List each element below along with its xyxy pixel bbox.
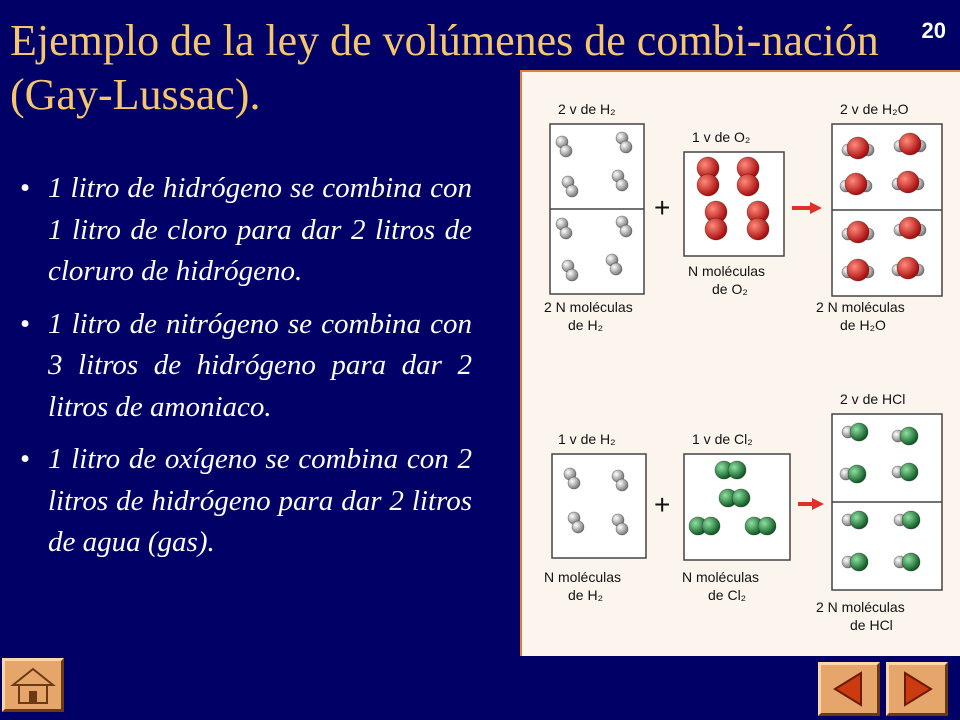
bottom-h2-count-of: de H₂ — [568, 587, 604, 603]
bottom-cl2-volume-label: 1 v de Cl₂ — [692, 431, 753, 447]
atom — [899, 217, 921, 239]
atom — [616, 479, 628, 491]
bullet-item: • 1 litro de hidrógeno se combina con 1 litro de cloro para dar 2 litros de cloruro de hidrógeno. — [20, 168, 472, 293]
triangle-left-icon — [821, 665, 877, 713]
top-h2-volume-label: 2 v de H₂ — [558, 101, 616, 117]
bottom-hcl-volume-label: 2 v de HCl — [840, 391, 906, 407]
atom — [847, 259, 869, 281]
bottom-cl2-count-of: de Cl₂ — [708, 587, 747, 603]
atom — [616, 523, 628, 535]
atom — [610, 263, 622, 275]
gas-volumes-figure — [520, 70, 960, 656]
bottom-h2-count-label: N moléculas — [544, 569, 622, 585]
top-arrow — [792, 202, 822, 214]
bottom-h2-volume-label: 1 v de H₂ — [558, 431, 616, 447]
previous-slide-button[interactable] — [818, 662, 880, 716]
home-button[interactable] — [2, 658, 64, 712]
atom — [572, 521, 584, 533]
top-o2-count-label: N moléculas — [688, 263, 766, 279]
bottom-plus: + — [654, 489, 671, 520]
home-icon — [5, 661, 61, 709]
top-plus: + — [654, 192, 671, 223]
atom — [902, 511, 920, 529]
atom — [702, 517, 720, 535]
atom — [566, 185, 578, 197]
atom — [900, 463, 918, 481]
bullet-list — [20, 168, 472, 575]
atom — [732, 489, 750, 507]
atom — [850, 423, 868, 441]
atom — [728, 461, 746, 479]
triangle-right-icon — [889, 665, 945, 713]
atom — [620, 141, 632, 153]
bullet-item: • 1 litro de nitrógeno se combina con 3 litros de hidrógeno para dar 2 litros de amoniaco. — [20, 304, 472, 429]
top-o2-count-of: de O₂ — [712, 281, 748, 297]
atom — [560, 227, 572, 239]
atom — [899, 133, 921, 155]
top-h2o-volume-label: 2 v de H₂O — [840, 101, 909, 117]
atom — [616, 179, 628, 191]
atom — [902, 553, 920, 571]
atom — [568, 477, 580, 489]
atom — [900, 427, 918, 445]
atom — [845, 173, 867, 195]
top-h2o-count-of: de H₂O — [840, 317, 886, 333]
atom — [737, 174, 759, 196]
bottom-hcl-count-of: de HCl — [850, 617, 893, 633]
atom — [747, 218, 769, 240]
top-h2-count-of: de H₂ — [568, 317, 604, 333]
atom — [847, 221, 869, 243]
atom — [566, 269, 578, 281]
atom — [850, 511, 868, 529]
bottom-cl2-count-label: N moléculas — [682, 569, 760, 585]
top-o2-volume-label: 1 v de O₂ — [692, 129, 751, 145]
slide-number: 20 — [921, 18, 946, 43]
bullet-item: • 1 litro de oxígeno se combina con 2 litros de hidrógeno para dar 2 litros de agua (gas). — [20, 439, 472, 564]
bottom-arrow — [798, 498, 824, 510]
bottom-hcl-count-label: 2 N moléculas — [816, 599, 905, 615]
top-h2o-count-label: 2 N moléculas — [816, 299, 905, 315]
atom — [697, 174, 719, 196]
atom — [848, 465, 866, 483]
atom — [620, 225, 632, 237]
atom — [897, 171, 919, 193]
atom — [705, 218, 727, 240]
atom — [897, 257, 919, 279]
top-h2-count-label: 2 N moléculas — [544, 299, 633, 315]
atom — [847, 137, 869, 159]
next-slide-button[interactable] — [886, 662, 948, 716]
atom — [850, 553, 868, 571]
atom — [560, 145, 572, 157]
atom — [758, 517, 776, 535]
slide-title: Ejemplo de la ley de volúmenes de combi-nación (Gay-Lussac). — [10, 16, 879, 119]
